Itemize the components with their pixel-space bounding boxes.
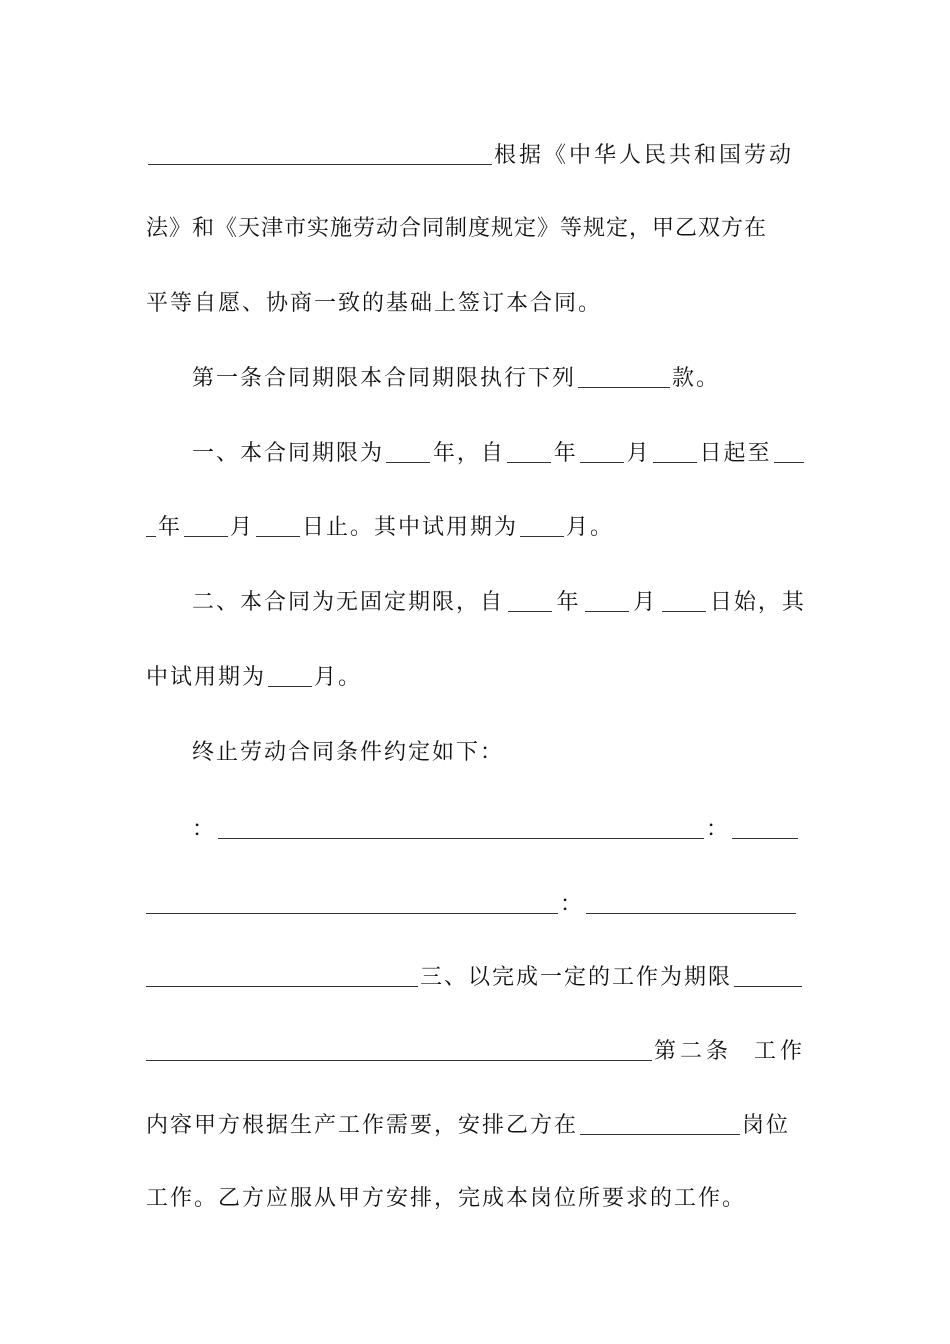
- item-3-text: 三、以完成一定的工作为期限: [420, 964, 733, 990]
- article-1-line: [192, 356, 806, 396]
- open-start-month-blank: [585, 589, 629, 612]
- item-2-text-b: 年: [556, 589, 581, 615]
- article-2-text-a: 内容甲方根据生产工作需要，安排乙方在: [146, 1112, 579, 1138]
- open-probation-blank: [268, 664, 312, 687]
- article-1-end: 款。: [672, 365, 721, 391]
- termination-blanks-1: [192, 807, 806, 847]
- intro-text-3: 平等自愿、协商一致的基础上签订本合同。: [146, 290, 603, 316]
- article-2-line-3: [146, 1176, 806, 1216]
- intro-line-3: [146, 281, 806, 321]
- item-1-line-1: [192, 431, 806, 471]
- condition-blank-3a: [586, 891, 796, 914]
- colon-1: ：: [192, 816, 217, 842]
- item-1-line-2: [146, 505, 806, 545]
- article-2-text-c: 工作。乙方应服从甲方安排，完成本岗位所要求的工作。: [146, 1185, 747, 1211]
- party-blank: [148, 142, 492, 165]
- start-day-blank: [653, 440, 697, 463]
- open-start-year-blank: [508, 589, 552, 612]
- termination-text: 终止劳动合同条件约定如下：: [192, 739, 505, 765]
- item-2-text-d: 日始，其: [709, 589, 806, 615]
- item-1-text-e: 日起至: [699, 440, 772, 466]
- intro-text-2: 法》和《天津市实施劳动合同制度规定》等规定，甲乙双方在: [146, 215, 768, 241]
- colon-3: ：: [560, 891, 585, 917]
- item-1-text-f: 年: [158, 514, 183, 540]
- intro-line-1: [146, 133, 806, 173]
- item-1-text-c: 年: [553, 440, 578, 466]
- article-2-heading: 第二条 工作: [654, 1038, 806, 1064]
- end-day-blank: [256, 514, 300, 537]
- article-2-line-1: [146, 1029, 806, 1069]
- start-year-blank: [507, 440, 551, 463]
- item-1-text-i: 月。: [566, 514, 615, 540]
- item-1-text-a: 一、本合同期限为: [192, 440, 385, 466]
- colon-2: ：: [706, 816, 731, 842]
- item-2-text-c: 月: [633, 589, 658, 615]
- item-1-text-b: 年，自: [432, 440, 505, 466]
- termination-line: [192, 730, 806, 770]
- termination-blanks-2: [146, 882, 806, 922]
- position-blank: [580, 1112, 740, 1135]
- condition-blank-2b: [146, 891, 558, 914]
- article-2-line-2: [146, 1103, 806, 1143]
- start-month-blank: [580, 440, 624, 463]
- condition-blank-1: [218, 816, 704, 839]
- item-1-text-g: 月: [230, 514, 255, 540]
- probation-blank: [520, 514, 564, 537]
- task-blank-a: [734, 964, 802, 987]
- item-2-line-1: [192, 580, 806, 620]
- task-blank-b: [146, 1038, 652, 1061]
- item-3-line: [146, 955, 806, 995]
- item-2-line-2: [146, 655, 806, 695]
- clause-blank: [578, 365, 670, 388]
- condition-blank-2a: [732, 816, 798, 839]
- item-2-text-a: 二、本合同为无固定期限，自: [192, 589, 505, 615]
- article-2-text-b: 岗位: [742, 1112, 791, 1138]
- end-year-blank-a: [774, 440, 804, 463]
- intro-line-2: [146, 206, 806, 246]
- article-1-text: 第一条合同期限本合同期限执行下列: [192, 365, 577, 391]
- open-start-day-blank: [662, 589, 706, 612]
- end-month-blank: [184, 514, 228, 537]
- condition-blank-3b: [146, 964, 418, 987]
- item-2-text-e: 中试用期为: [146, 664, 267, 690]
- intro-text-1: 根据《中华人民共和国劳动: [494, 142, 795, 168]
- item-1-text-d: 月: [626, 440, 651, 466]
- item-2-text-f: 月。: [314, 664, 363, 690]
- years-blank: [386, 440, 430, 463]
- item-1-text-h: 日止。其中试用期为: [302, 514, 519, 540]
- end-year-blank-b: [146, 514, 156, 537]
